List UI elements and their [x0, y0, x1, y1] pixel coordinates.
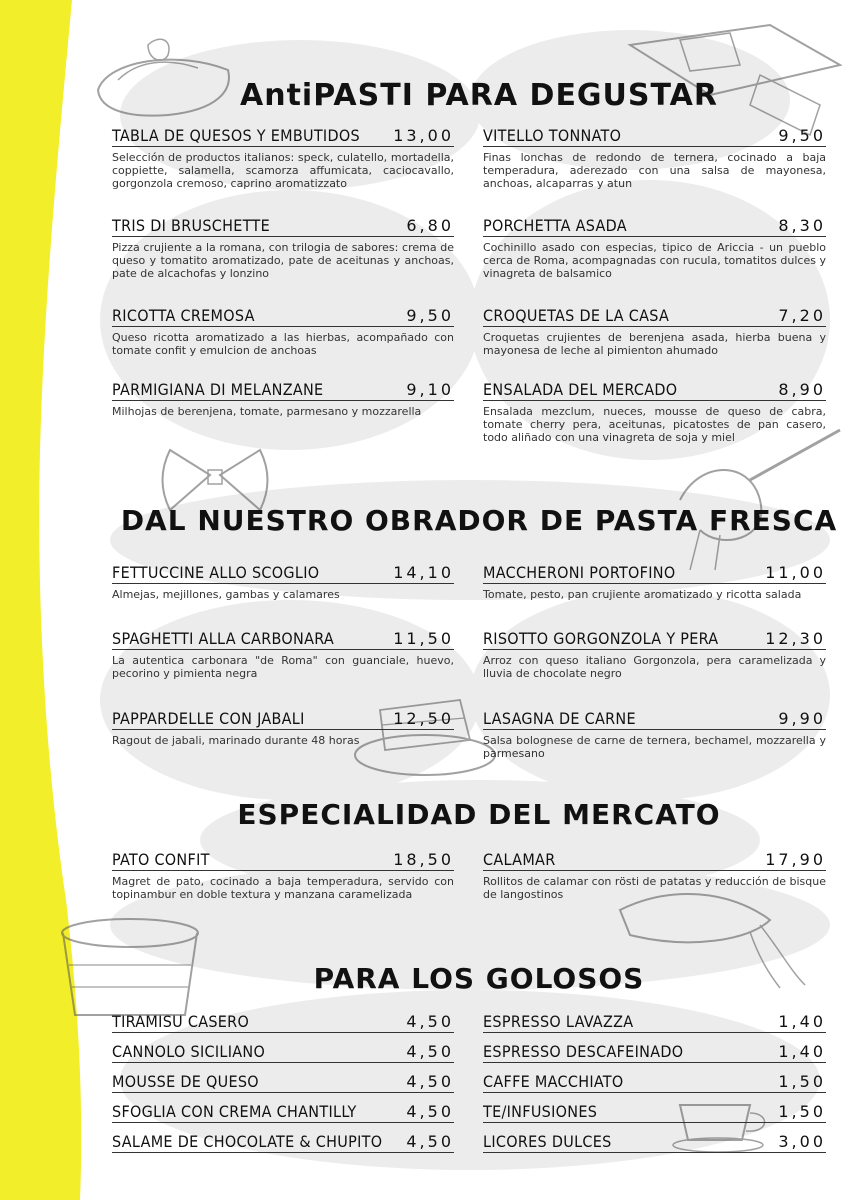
item-price: 6,80 [406, 216, 454, 235]
section-title-golosos: PARA LOS GOLOSOS [313, 962, 645, 995]
item-price: 4,50 [406, 1072, 454, 1091]
golosos-left-column [112, 1012, 454, 1157]
item-description: Cochinillo asado con especias, tipico de Ariccia - un pueblo cerca de Roma, acompagnadas con rucula, tomatitos dulces y vinagreta de balsamico [483, 241, 826, 280]
item-description: Ragout de jabali, marinado durante 48 horas [112, 734, 360, 747]
menu-item [483, 1072, 826, 1093]
item-name: TABLA DE QUESOS Y EMBUTIDOS [112, 126, 360, 145]
item-name: LICORES DULCES [483, 1132, 612, 1151]
menu-item [112, 1042, 454, 1063]
cheese-board-sketch-icon [620, 5, 848, 145]
item-description: Croquetas crujientes de berenjena asada, hierba buena y mayonesa de leche al pimienton ahumado [483, 331, 826, 357]
item-price: 9,90 [778, 709, 826, 728]
item-name: TRIS DI BRUSCHETTE [112, 216, 270, 235]
menu-item [112, 126, 454, 190]
item-price: 8,30 [778, 216, 826, 235]
item-price: 1,40 [778, 1042, 826, 1061]
menu-item [112, 380, 454, 418]
item-name: RICOTTA CREMOSA [112, 306, 255, 325]
item-description: Arroz con queso italiano Gorgonzola, pera caramelizada y lluvia de chocolate negro [483, 654, 826, 680]
menu-item [483, 216, 826, 280]
item-description: Milhojas de berenjena, tomate, parmesano y mozzarella [112, 405, 422, 418]
item-price: 17,90 [765, 850, 826, 869]
item-description: Queso ricotta aromatizado a las hierbas, acompañado con tomate confit y emulcion de anchoas [112, 331, 454, 357]
item-name: CAFFE MACCHIATO [483, 1072, 624, 1091]
menu-item [112, 850, 454, 901]
item-price: 11,00 [765, 563, 826, 582]
mercato-left-column [112, 850, 454, 920]
item-price: 9,50 [778, 126, 826, 145]
item-name: SPAGHETTI ALLA CARBONARA [112, 629, 335, 648]
item-description: Salsa bolognese de carne de ternera, bechamel, mozzarella y parmesano [483, 734, 826, 760]
item-price: 1,50 [778, 1102, 826, 1121]
item-price: 11,50 [393, 629, 454, 648]
pasta-right-column [483, 563, 826, 773]
item-name: TIRAMISU CASERO [112, 1012, 250, 1031]
section-title-pasta: DAL NUESTRO OBRADOR DE PASTA FRESCA [120, 504, 838, 537]
item-price: 18,50 [393, 850, 454, 869]
item-name: PORCHETTA ASADA [483, 216, 627, 235]
menu-item [483, 126, 826, 190]
item-name: TE/INFUSIONES [483, 1102, 598, 1121]
menu-item [112, 629, 454, 680]
antipasti-left-column [112, 126, 454, 436]
item-name: LASAGNA DE CARNE [483, 709, 636, 728]
menu-item [483, 1132, 826, 1153]
item-price: 4,50 [406, 1012, 454, 1031]
item-price: 13,00 [393, 126, 454, 145]
menu-item [112, 1102, 454, 1123]
section-title-antipasti: AntiPASTI PARA DEGUSTAR [240, 78, 718, 113]
item-name: FETTUCCINE ALLO SCOGLIO [112, 563, 320, 582]
item-price: 4,50 [406, 1042, 454, 1061]
item-price: 1,50 [778, 1072, 826, 1091]
item-description: Finas lonchas de redondo de ternera, cocinado a baja temperadura, aderezado con una salsa de mayonesa, anchoas, alcaparras y atun [483, 151, 826, 190]
golosos-right-column [483, 1012, 826, 1157]
item-name: ENSALADA DEL MERCADO [483, 380, 678, 399]
item-name: SFOGLIA CON CREMA CHANTILLY [112, 1102, 357, 1121]
menu-item [483, 1042, 826, 1063]
menu-item [112, 1012, 454, 1033]
pasta-left-column [112, 563, 454, 763]
item-price: 4,50 [406, 1132, 454, 1151]
menu-item [112, 306, 454, 357]
item-description: Magret de pato, cocinado a baja temperadura, servido con topinambur en doble textura y manzana caramelizada [112, 875, 454, 901]
item-price: 8,90 [778, 380, 826, 399]
item-name: PARMIGIANA DI MELANZANE [112, 380, 324, 399]
menu-item [483, 1102, 826, 1123]
item-name: ESPRESSO LAVAZZA [483, 1012, 634, 1031]
item-description: Almejas, mejillones, gambas y calamares [112, 588, 340, 601]
item-name: SALAME DE CHOCOLATE & CHUPITO [112, 1132, 383, 1151]
item-name: MACCHERONI PORTOFINO [483, 563, 676, 582]
item-price: 9,10 [406, 380, 454, 399]
item-description: La autentica carbonara "de Roma" con guanciale, huevo, pecorino y pimienta negra [112, 654, 454, 680]
menu-item [112, 216, 454, 280]
item-name: VITELLO TONNATO [483, 126, 622, 145]
menu-item [112, 1132, 454, 1153]
mercato-right-column [483, 850, 826, 920]
item-description: Ensalada mezclum, nueces, mousse de queso de cabra, tomate cherry pera, aceitunas, picatostes de pan casero, todo aliñado con una vinagreta de soja y miel [483, 405, 826, 444]
item-name: PAPPARDELLE CON JABALI [112, 709, 305, 728]
item-name: PATO CONFIT [112, 850, 210, 869]
antipasti-right-column [483, 126, 826, 456]
menu-item [483, 380, 826, 444]
menu-item [483, 709, 826, 760]
item-price: 9,50 [406, 306, 454, 325]
item-name: ESPRESSO DESCAFEINADO [483, 1042, 684, 1061]
menu-item [112, 1072, 454, 1093]
menu-item [483, 1012, 826, 1033]
item-price: 4,50 [406, 1102, 454, 1121]
menu-item [483, 306, 826, 357]
item-price: 7,20 [778, 306, 826, 325]
menu-item [483, 629, 826, 680]
item-price: 1,40 [778, 1012, 826, 1031]
menu-item [112, 709, 454, 747]
item-name: CANNOLO SICILIANO [112, 1042, 266, 1061]
item-name: MOUSSE DE QUESO [112, 1072, 259, 1091]
item-price: 3,00 [778, 1132, 826, 1151]
item-name: CROQUETAS DE LA CASA [483, 306, 670, 325]
item-price: 12,50 [393, 709, 454, 728]
menu-item [112, 563, 454, 601]
section-title-mercato: ESPECIALIDAD DEL MERCATO [237, 798, 721, 831]
item-description: Pizza crujiente a la romana, con trilogia de sabores: crema de queso y tomatito aromatizado, pate de aceitunas y anchoas, pate de alcachofas y lonzino [112, 241, 454, 280]
item-name: CALAMAR [483, 850, 556, 869]
item-name: RISOTTO GORGONZOLA Y PERA [483, 629, 719, 648]
item-description: Selección de productos italianos: speck, culatello, mortadella, coppiette, salamella, scamorza affumicata, caciocavallo, gorgonzola cremoso, caprino aromatizzato [112, 151, 454, 190]
item-description: Tomate, pesto, pan crujiente aromatizado y ricotta salada [483, 588, 802, 601]
menu-item [483, 850, 826, 901]
item-description: Rollitos de calamar con rösti de patatas y reducción de bisque de langostinos [483, 875, 826, 901]
menu-item [483, 563, 826, 601]
item-price: 12,30 [765, 629, 826, 648]
item-price: 14,10 [393, 563, 454, 582]
